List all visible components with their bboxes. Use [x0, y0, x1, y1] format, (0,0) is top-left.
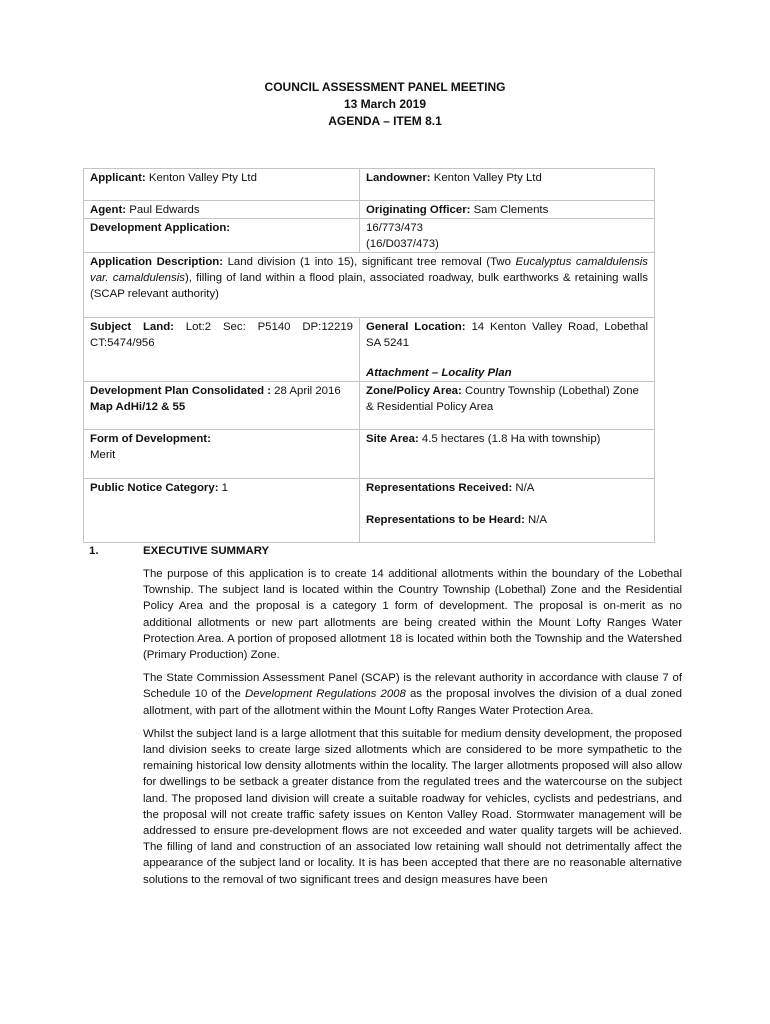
landowner-value: Kenton Valley Pty Ltd: [433, 172, 542, 184]
notice-value: 1: [218, 482, 228, 494]
reps-heard-label: Representations to be Heard:: [366, 514, 525, 526]
agent-label: Agent:: [90, 204, 127, 216]
landowner-label: Landowner:: [366, 172, 431, 184]
applicant-value: Kenton Valley Pty Ltd: [148, 172, 257, 184]
applicant-cell: [84, 169, 360, 201]
location-label: General Location:: [366, 321, 466, 333]
section-title: EXECUTIVE SUMMARY: [143, 545, 270, 557]
regulations-title: Development Regulations 2008: [244, 688, 406, 701]
description-label: Application Description:: [90, 256, 224, 268]
devapp-number-alt: (16/D037/473): [366, 238, 439, 250]
meeting-title: COUNCIL ASSESSMENT PANEL MEETING: [264, 80, 506, 94]
description-species: Eucalyptus camaldulensis var. camaldulensis: [90, 256, 648, 284]
officer-cell: [360, 201, 655, 219]
application-details-table: [83, 168, 655, 543]
officer-value: Sam Clements: [473, 204, 549, 216]
description-text-1: Land division (1 into 15), significant tree removal (Two: [223, 256, 516, 268]
agenda-item: AGENDA – ITEM 8.1: [328, 114, 442, 128]
devplan-map: Map AdHi/12 & 55: [90, 401, 186, 413]
devplan-label: Development Plan Consolidated :: [90, 385, 272, 397]
description-text-2: ), filling of land within a flood plain, associated roadway, bulk earthworks & retaining walls (SCAP relevant authority): [90, 272, 649, 300]
officer-label: Originating Officer:: [366, 204, 471, 216]
form-value: Merit: [90, 449, 116, 461]
notice-cell: [84, 479, 360, 543]
devplan-cell: [84, 382, 360, 430]
devapp-cell: [84, 219, 360, 253]
form-cell: [84, 430, 360, 479]
devapp-number: 16/773/473: [366, 222, 424, 234]
subject-land-value: Lot:2 Sec: P5140 DP:12219 CT:5474/956: [90, 321, 353, 349]
landowner-cell: [360, 169, 655, 201]
agent-value: Paul Edwards: [129, 204, 200, 216]
document-header: [0, 79, 770, 130]
site-area-value: 4.5 hectares (1.8 Ha with township): [418, 433, 601, 445]
attachment-note: Attachment – Locality Plan: [366, 367, 512, 379]
zone-label: Zone/Policy Area:: [366, 385, 462, 397]
reps-received-value: N/A: [512, 482, 535, 494]
devapp-value-cell: [360, 219, 655, 253]
executive-summary-body: [143, 566, 682, 895]
applicant-label: Applicant:: [90, 172, 146, 184]
form-label: Form of Development:: [90, 433, 211, 445]
site-area-cell: [360, 430, 655, 479]
site-area-label: Site Area:: [366, 433, 419, 445]
paragraph-2-text-a: The State Commission Assessment Panel (SCAP) is the relevant authority in accordance with clause 7 of Schedule 10 of the: [143, 672, 682, 701]
location-value: 14 Kenton Valley Road, Lobethal SA 5241: [366, 321, 649, 349]
paragraph-2-text-b: as the proposal involves the division of a dual zoned allotment, with part of the allotment within the Mount Lofty Ranges Water Protection Area.: [143, 688, 682, 717]
agent-cell: [84, 201, 360, 219]
subject-land-cell: [84, 318, 360, 382]
location-cell: [360, 318, 655, 382]
reps-heard-value: N/A: [524, 514, 548, 526]
devplan-value: 28 April 2016: [271, 385, 341, 397]
zone-value: Country Township (Lobethal) Zone & Residential Policy Area: [366, 385, 639, 413]
summary-paragraph-2: [143, 670, 682, 719]
notice-label: Public Notice Category:: [90, 482, 219, 494]
summary-paragraph-1: The purpose of this application is to create 14 additional allotments within the boundary of the Lobethal Township. The subject land is located within the Country Township (Lobethal) Zone and the Residential Policy Area and the proposal is a category 1 form of development. The proposal is on-merit as no additional allotments or new part allotments are being created within the Mount Lofty Ranges Water Protection Area. A portion of proposed allotment 18 is located within both the Township and the Watershed (Primary Production) Zone.: [143, 568, 682, 662]
description-cell: [84, 253, 655, 318]
zone-cell: [360, 382, 655, 430]
subject-land-label: Subject Land:: [90, 321, 174, 333]
summary-paragraph-3: Whilst the subject land is a large allotment that this suitable for medium density development, the proposed land division seeks to create large sized allotments which are considered to be more sympathetic to the remaining historical low density allotments within the locality. The larger allotments proposed will also allow for dwellings to be setback a greater distance from the regulated trees and the watercourse on the subject land. The proposed land division will create a suitable roadway for vehicles, cyclists and pedestrians, and the proposal will not create traffic safety issues on Kenton Valley Road. Stormwater management will be addressed to ensure pre-development flows are not exceeded and water quality targets will be achieved. The filling of land and construction of an associated low retaining wall should not detrimentally affect the appearance of the subject land or locality. It is has been accepted that there are no reasonable alternative solutions to the removal of two significant trees and design measures have been: [143, 727, 682, 886]
devapp-label: Development Application:: [90, 222, 231, 234]
meeting-date: 13 March 2019: [343, 97, 427, 111]
section-number: 1.: [89, 545, 99, 557]
reps-received-label: Representations Received:: [366, 482, 513, 494]
representations-cell: [360, 479, 655, 543]
